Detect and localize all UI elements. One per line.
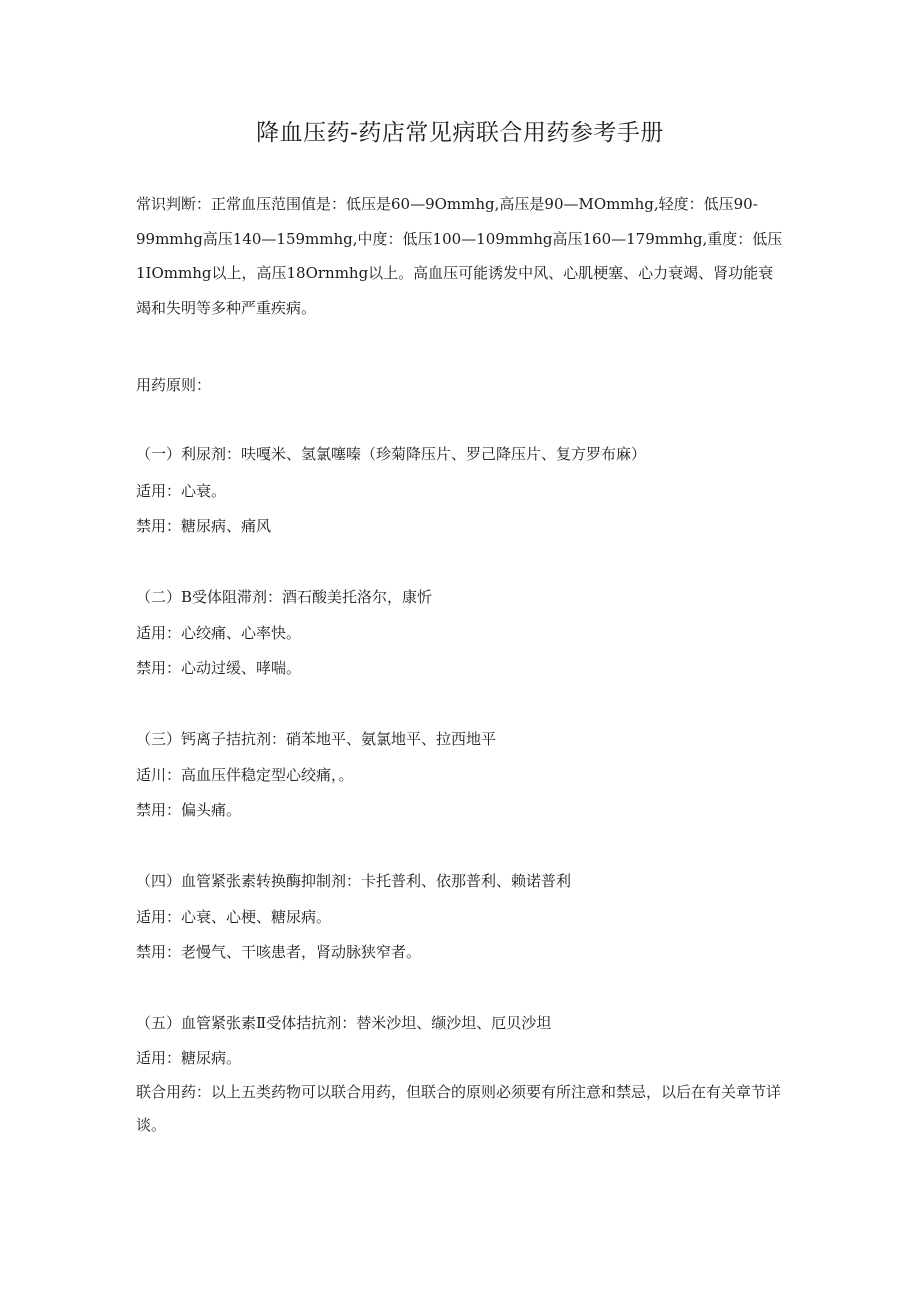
group-1-suitable: 适用：心衰。 [136, 482, 227, 500]
group-1-heading: （一）利尿剂：呋嘎米、氢氯噻嗪（珍菊降压片、罗己降压片、复方罗布麻） [136, 445, 647, 463]
group-3-heading: （三）钙离子拮抗剂：硝苯地平、氨氯地平、拉西地平 [136, 730, 497, 748]
group-1-forbidden: 禁用：糖尿病、痛风 [136, 517, 272, 535]
group-4-heading: （四）血管紧张素转换酶抑制剂：卡托普利、依那普利、赖诺普利 [136, 872, 572, 890]
intro-paragraph: 常识判断：正常血压范围值是：低压是60—9Ommhg,高压是90—MOmmhg,轻度：低压90-99mmhg高压140—159mmhg,中度：低压100—109mmhg高压160—179mmhg,重度：低压1IOmmhg以上，高压18Ornmhg以上。高血压可能诱发中风、心肌梗塞、心力衰竭、肾功能衰竭和失明等多种严重疾病。 [136, 195, 783, 317]
group-3-suitable: 适川：高血压伴稳定型心绞痛，。 [136, 766, 354, 784]
group-3-forbidden: 禁用：偏头痛。 [136, 801, 242, 819]
group-2-suitable: 适用：心绞痛、心率快。 [136, 624, 302, 642]
combination-paragraph: 联合用药：以上五类药物可以联合用药，但联合的原则必须要有所注意和禁忌，以后在有关章节详谈。 [136, 1083, 782, 1134]
group-4-forbidden: 禁用：老慢气、干咳患者，肾动脉狭窄者。 [136, 943, 422, 961]
group-4-suitable: 适用：心衰、心梗、糖尿病。 [136, 908, 332, 926]
group-5-suitable: 适用：糖尿病。 [136, 1049, 242, 1067]
principle-heading: 用药原则： [136, 376, 212, 394]
group-2-forbidden: 禁用：心动过缓、哮喘。 [136, 659, 302, 677]
group-2-heading: （二）B受体阻滞剂：酒石酸美托洛尔，康忻 [136, 588, 433, 606]
group-5-heading: （五）血管紧张素Ⅱ受体拮抗剂：替米沙坦、缬沙坦、厄贝沙坦 [136, 1014, 552, 1032]
document-title: 降血压药-药店常见病联合用药参考手册 [256, 120, 664, 146]
